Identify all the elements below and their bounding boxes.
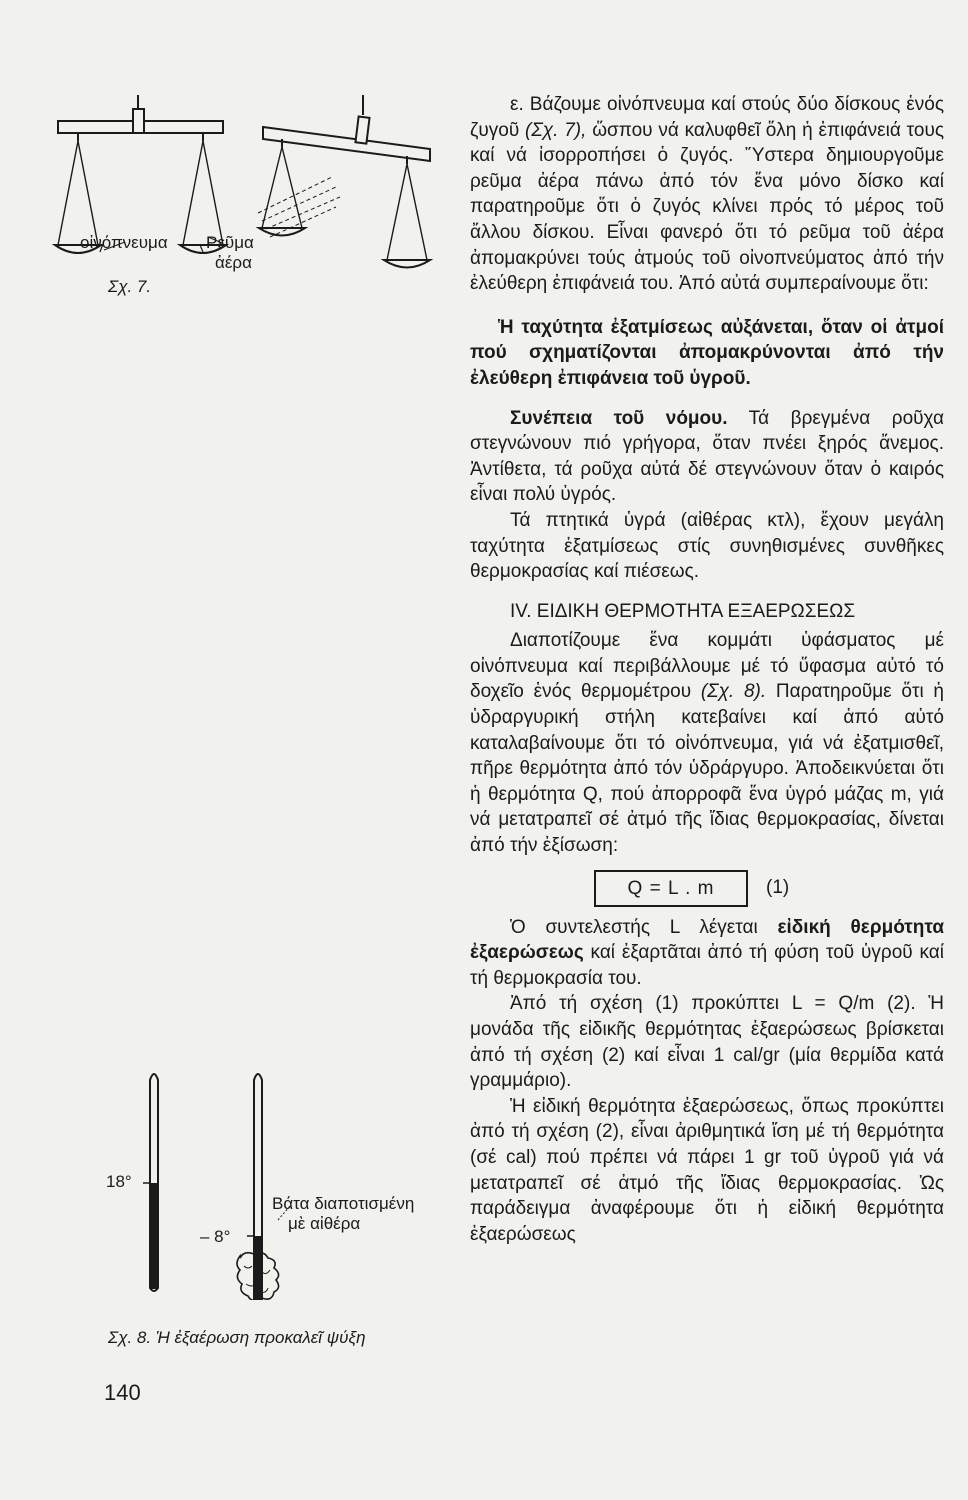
figure-8-drawing — [90, 1060, 450, 1300]
figure-7-drawing — [40, 95, 460, 315]
ref-fig-7: (Σχ. 7), — [525, 119, 587, 141]
figure-8 — [90, 1060, 450, 1360]
equation-box: Q = L . m — [594, 870, 748, 907]
section-title: IV. ΕΙΔΙΚΗ ΘΕΡΜΟΤΗΤΑ ΕΞΑΕΡΩΣΕΩΣ — [510, 600, 856, 622]
paragraph-consequence: Συνέπεια τοῦ νόμου. Τά βρεγμένα ροῦχα στεγνώνουν πιό γρήγορα, ὅταν πνέει ξηρός ἄνεμος. Ἀντίθετα, τά ροῦχα αὐτά δέ στεγνώνουν ὅταν ὁ καιρός εἶναι πολύ ὑγρός. — [470, 407, 944, 506]
figure-8-caption: Σχ. 8. Ἡ ἐξαέρωση προκαλεῖ ψύξη — [108, 1328, 366, 1347]
paragraph-experiment-thermometer: Διαποτίζουμε ἕνα κομμάτι ὑφάσματος μέ οἰνόπνευμα καί περιβάλλουμε μέ τό ὕφασμα αὐτό τό δοχεῖο ἑνός θερμομέτρου (Σχ. 8). Παρατηροῦμε ὅτι ἡ ὑδραργυρική στήλη κατεβαίνει καί ἀπό αὐτό καταλαβαίνουμε ὅτι τό οἰνόπνευμα, γιά νά ἐξατμισθεῖ, πῆρε θερμότητα ἀπό τόν ὑδράργυρο. Ἀποδεικνύεται ὅτι ἡ θερμότητα Q, πού ἀπορροφᾶ ἕνα ὑγρό μάζας m, γιά νά μετατραπεῖ σέ ἀτμό τῆς ἴδιας θερμοκρασίας, δίνεται ἀπό τήν ἐξίσωση: — [470, 630, 944, 857]
text-column — [470, 92, 944, 1247]
thermometer-1-mercury — [151, 1183, 157, 1289]
label-alcohol: οἰνόπνευμα — [80, 233, 168, 252]
figure-7-caption: Σχ. 7. — [108, 277, 152, 296]
page-number: 140 — [104, 1380, 141, 1405]
paragraph-experiment-e: ε. Βάζουμε οἰνόπνευμα καί στούς δύο δίσκους ἑνός ζυγοῦ (Σχ. 7), ὥσπου νά καλυφθεῖ ὅλη ἡ ἐπιφάνειά τους καί νά ἰσορροπήσει ὁ ζυγός. Ὕστερα δημιουργοῦμε ρεῦμα ἀέρα πάνω ἀπό τόν ἕνα μόνο δίσκο καί παρατηροῦμε ὅτι ὁ ζυγός κλίνει πρός τό μέρος τοῦ ἄλλου δίσκου. Εἶναι φανερό ὅτι τό ρεῦμα τοῦ ἀέρα ἀπομακρύνει τούς ἀτμούς τοῦ οἰνοπνεύματος ἀπό τήν ἐλεύθερη ἐπιφάνειά του. Ἀπό αὐτά συμπεραίνουμε ὅτι: — [470, 94, 944, 295]
thermometer-2-mercury — [255, 1236, 261, 1300]
paragraph-coefficient: Ὁ συντελεστής L λέγεται εἰδική θερμότητα ἐξαερώσεως καί ἐξαρτᾶται ἀπό τή φύση τοῦ ὑγροῦ καί τή θερμοκρασία του. — [470, 916, 944, 989]
label-air-current: Ρεῦμα — [206, 233, 254, 252]
paragraph-definition: Ἡ εἰδική θερμότητα ἐξαερώσεως, ὅπως προκύπτει ἀπό τή σχέση (2), εἶναι ἀριθμητικά ἴση μέ τή θερμότητα (σέ cal) πού πρέπει νά πάρει 1 gr τοῦ ὑγροῦ γιά νά μετατραπεῖ σέ ἀτμό τῆς ἴδιας θερμοκρασίας. Ὡς παράδειγμα ἀναφέρουμε ὅτι ἡ εἰδική θερμότητα ἐξαερώσεως — [470, 1095, 944, 1245]
pan-2-string — [183, 141, 203, 245]
law-statement: Ἡ ταχύτητα ἐξατμίσεως αὐξάνεται, ὅταν οἱ ἀτμοί πού σχηματίζονται ἀπομακρύνονται ἀπό τήν ἐλεύθερη ἐπιφάνεια τοῦ ὑγροῦ. — [470, 316, 944, 389]
paragraph-volatile-liquids: Τά πτητικά ὑγρά (αἰθέρας κτλ), ἔχουν μεγάλη ταχύτητα ἐξατμίσεως στίς συνηθισμένες συνθῆκες θερμοκρασίας καί πιέσεως. — [470, 509, 944, 583]
term-specific-heat: εἰδική θερμότητα ἐξαερώσεως — [470, 916, 944, 964]
label-air: ἀέρα — [215, 253, 252, 272]
paragraph-unit: Ἀπό τή σχέση (1) προκύπτει L = Q/m (2). Ἡ μονάδα τῆς εἰδικῆς θερμότητας ἐξαερώσεως βρίσκεται ἀπό τή σχέση (2) καί εἶναι 1 cal/gr (μία θερμίδα κατά γραμμάριο). — [470, 993, 944, 1092]
label-minus-8-degrees: – 8° — [200, 1227, 231, 1246]
label-18-degrees: 18° — [106, 1172, 132, 1191]
equation-number: (1) — [766, 876, 790, 898]
balance-2-beam — [263, 127, 430, 161]
ref-fig-8: (Σχ. 8). — [700, 681, 767, 703]
equation-row — [470, 867, 944, 911]
pan-1-string — [58, 141, 78, 245]
balance-1-center — [133, 109, 144, 133]
label-cotton: Βάτα διαποτισμένη — [272, 1194, 415, 1213]
figure-7 — [40, 95, 460, 315]
consequence-heading: Συνέπεια τοῦ νόμου. — [510, 407, 728, 429]
label-with-ether: μὲ αἰθέρα — [288, 1214, 361, 1233]
